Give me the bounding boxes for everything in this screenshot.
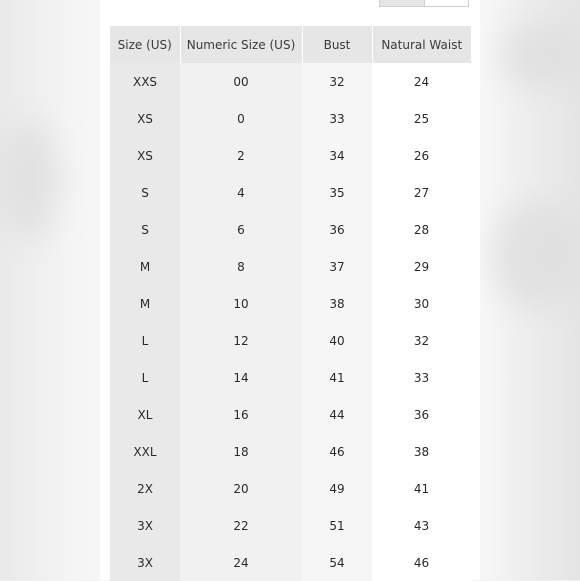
table-row — [110, 63, 471, 100]
cell-bust: 35 — [302, 174, 372, 211]
unit-toggle-option[interactable] — [424, 0, 469, 6]
background-blur-shape — [490, 200, 580, 310]
size-chart-panel — [100, 0, 480, 580]
table-row — [110, 544, 471, 581]
cell-natural-waist: 43 — [372, 507, 471, 544]
table-header-row — [110, 26, 471, 63]
cell-numeric-size: 24 — [180, 544, 302, 581]
table-row — [110, 322, 471, 359]
cell-natural-waist: 30 — [372, 285, 471, 322]
cell-numeric-size: 4 — [180, 174, 302, 211]
cell-numeric-size: 00 — [180, 63, 302, 100]
column-header-size: Size (US) — [110, 26, 180, 63]
cell-size: XS — [110, 100, 180, 137]
cell-size: L — [110, 359, 180, 396]
cell-bust: 37 — [302, 248, 372, 285]
cell-bust: 41 — [302, 359, 372, 396]
cell-numeric-size: 18 — [180, 433, 302, 470]
table-body — [110, 63, 471, 581]
cell-natural-waist: 32 — [372, 322, 471, 359]
table-row — [110, 211, 471, 248]
table-row — [110, 396, 471, 433]
cell-size: XXS — [110, 63, 180, 100]
cell-bust: 33 — [302, 100, 372, 137]
cell-bust: 49 — [302, 470, 372, 507]
cell-natural-waist: 29 — [372, 248, 471, 285]
column-header-bust: Bust — [302, 26, 372, 63]
size-chart-table — [110, 26, 471, 581]
cell-bust: 38 — [302, 285, 372, 322]
cell-natural-waist: 27 — [372, 174, 471, 211]
cell-size: 2X — [110, 470, 180, 507]
table-row — [110, 100, 471, 137]
cell-size: XS — [110, 137, 180, 174]
cell-numeric-size: 6 — [180, 211, 302, 248]
cell-numeric-size: 16 — [180, 396, 302, 433]
cell-size: 3X — [110, 544, 180, 581]
cell-bust: 54 — [302, 544, 372, 581]
cell-natural-waist: 38 — [372, 433, 471, 470]
cell-natural-waist: 26 — [372, 137, 471, 174]
unit-toggle[interactable] — [379, 0, 469, 7]
cell-numeric-size: 0 — [180, 100, 302, 137]
cell-natural-waist: 36 — [372, 396, 471, 433]
cell-bust: 40 — [302, 322, 372, 359]
cell-bust: 36 — [302, 211, 372, 248]
cell-numeric-size: 8 — [180, 248, 302, 285]
cell-bust: 44 — [302, 396, 372, 433]
table-row — [110, 248, 471, 285]
unit-toggle-option[interactable] — [380, 0, 424, 6]
background-blur-shape — [0, 120, 60, 240]
column-header-numeric-size: Numeric Size (US) — [180, 26, 302, 63]
cell-natural-waist: 28 — [372, 211, 471, 248]
cell-size: L — [110, 322, 180, 359]
cell-numeric-size: 2 — [180, 137, 302, 174]
table-row — [110, 137, 471, 174]
cell-natural-waist: 41 — [372, 470, 471, 507]
table-row — [110, 470, 471, 507]
cell-bust: 46 — [302, 433, 372, 470]
cell-numeric-size: 14 — [180, 359, 302, 396]
cell-size: 3X — [110, 507, 180, 544]
column-header-natural-waist: Natural Waist — [372, 26, 471, 63]
background-blur-shape — [500, 20, 580, 90]
cell-numeric-size: 12 — [180, 322, 302, 359]
cell-size: XL — [110, 396, 180, 433]
background-left — [0, 0, 100, 580]
cell-bust: 32 — [302, 63, 372, 100]
table-row — [110, 507, 471, 544]
cell-bust: 51 — [302, 507, 372, 544]
cell-natural-waist: 24 — [372, 63, 471, 100]
cell-numeric-size: 20 — [180, 470, 302, 507]
cell-size: M — [110, 285, 180, 322]
cell-natural-waist: 33 — [372, 359, 471, 396]
cell-size: XXL — [110, 433, 180, 470]
cell-size: S — [110, 211, 180, 248]
cell-numeric-size: 10 — [180, 285, 302, 322]
table-row — [110, 285, 471, 322]
cell-natural-waist: 25 — [372, 100, 471, 137]
table-row — [110, 359, 471, 396]
cell-natural-waist: 46 — [372, 544, 471, 581]
cell-size: S — [110, 174, 180, 211]
cell-bust: 34 — [302, 137, 372, 174]
cell-size: M — [110, 248, 180, 285]
table-row — [110, 174, 471, 211]
cell-numeric-size: 22 — [180, 507, 302, 544]
table-row — [110, 433, 471, 470]
